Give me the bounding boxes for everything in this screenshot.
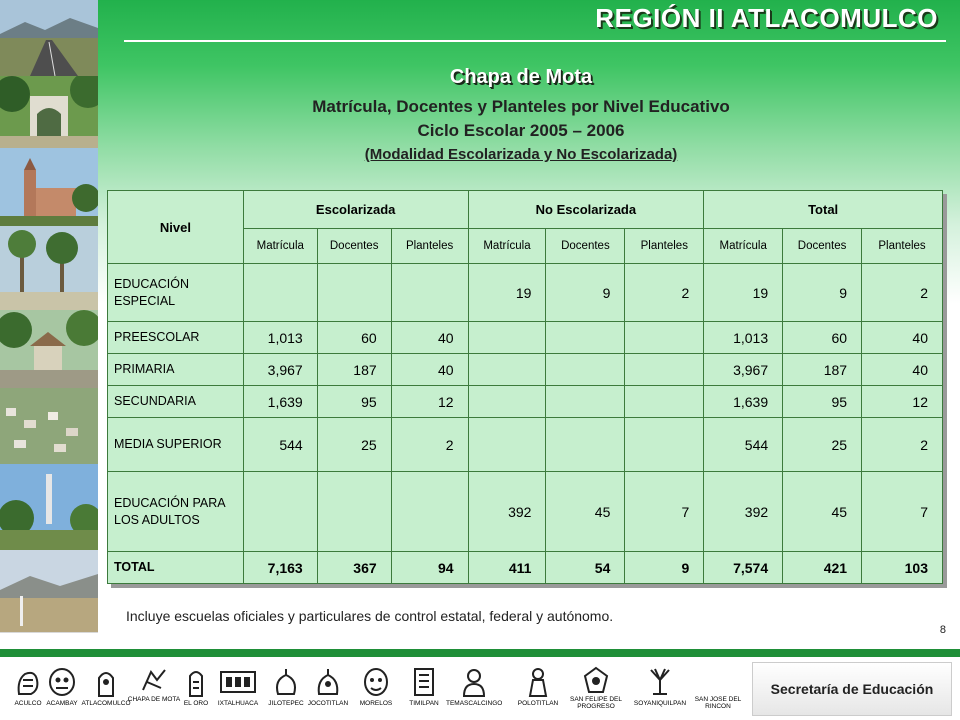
cell: 1,639	[704, 386, 783, 418]
municipality-emblem: ATLACOMULCO	[78, 666, 134, 707]
cell: 9	[546, 264, 625, 322]
municipality-emblem: TEMASCALCINGO	[446, 666, 502, 707]
cell: 9	[783, 264, 862, 322]
municipality-emblem: SAN JOSE DEL RINCON	[694, 696, 742, 710]
photo-road-landscape	[0, 0, 98, 77]
cell	[243, 264, 317, 322]
cell: 367	[317, 552, 391, 584]
cell: 1,639	[243, 386, 317, 418]
cell	[317, 264, 391, 322]
municipality-emblem: JILOTEPEC	[258, 666, 314, 707]
table-row	[108, 418, 943, 472]
cell: 421	[783, 552, 862, 584]
cell: 2	[862, 264, 943, 322]
photo-church	[0, 148, 98, 227]
cell	[468, 386, 546, 418]
cell: 544	[704, 418, 783, 472]
cell: 411	[468, 552, 546, 584]
cell: 187	[317, 354, 391, 386]
group-header-total: Total	[704, 191, 943, 229]
group-header-escolarizada: Escolarizada	[243, 191, 468, 229]
subheader-planteles: Planteles	[862, 229, 943, 264]
cell	[625, 322, 704, 354]
subheader-planteles: Planteles	[625, 229, 704, 264]
municipality-emblem: SOYANIQUILPAN	[632, 666, 688, 707]
row-label: MEDIA SUPERIOR	[108, 418, 244, 472]
cell: 392	[468, 472, 546, 552]
table-title: Matrícula, Docentes y Planteles por Nivel Educativo	[312, 97, 730, 116]
total-row	[108, 552, 943, 584]
cell: 19	[468, 264, 546, 322]
school-cycle: Ciclo Escolar 2005 – 2006	[417, 121, 625, 140]
subheader-docentes: Docentes	[317, 229, 391, 264]
footer-rule	[0, 649, 960, 657]
photo-stone-arch	[0, 76, 98, 149]
page-number: 8	[939, 624, 946, 636]
municipality-emblem: EL ORO	[168, 666, 224, 707]
cell: 187	[783, 354, 862, 386]
cell	[625, 386, 704, 418]
municipality-emblem: IXTALHUACA	[210, 666, 266, 707]
row-label: TOTAL	[108, 552, 244, 584]
cell	[546, 354, 625, 386]
municipality-emblem: SAN FELIPE DEL PROGRESO	[568, 666, 624, 710]
table-row	[108, 322, 943, 354]
cell	[317, 472, 391, 552]
municipality-emblem: ACULCO	[0, 666, 56, 707]
subheader-docentes: Docentes	[783, 229, 862, 264]
cell: 54	[546, 552, 625, 584]
cell: 95	[783, 386, 862, 418]
cell	[468, 322, 546, 354]
glyph-icon	[523, 666, 553, 698]
cell: 40	[862, 322, 943, 354]
cell: 103	[862, 552, 943, 584]
cell: 392	[704, 472, 783, 552]
subheader-matricula: Matrícula	[243, 229, 317, 264]
cell: 19	[704, 264, 783, 322]
cell: 25	[317, 418, 391, 472]
cell: 25	[783, 418, 862, 472]
group-header-row	[108, 191, 943, 229]
footer	[0, 660, 960, 720]
cell: 12	[862, 386, 943, 418]
cell: 94	[391, 552, 468, 584]
region-title: REGIÓN II ATLACOMULCO	[595, 3, 938, 33]
cell: 2	[862, 418, 943, 472]
photo-strip	[0, 0, 98, 632]
cell: 2	[391, 418, 468, 472]
glyph-icon	[47, 666, 77, 698]
cell	[625, 418, 704, 472]
municipality-emblem: JOCOTITLAN	[300, 666, 356, 707]
glyph-icon	[271, 666, 301, 698]
row-label: SECUNDARIA	[108, 386, 244, 418]
glyph-icon	[409, 666, 439, 698]
glyph-icon	[645, 666, 675, 698]
cell	[391, 264, 468, 322]
municipality-emblem: ACAMBAY	[34, 666, 90, 707]
municipality-title: Chapa de Mota	[449, 66, 593, 88]
municipality-emblem: CHAPA DE MOTA	[126, 666, 182, 703]
cell: 9	[625, 552, 704, 584]
subheader-planteles: Planteles	[391, 229, 468, 264]
glyph-icon	[361, 666, 391, 698]
glyph-icon	[581, 666, 611, 694]
row-label: EDUCACIÓN ESPECIAL	[108, 264, 244, 322]
glyph-icon	[313, 666, 343, 698]
cell	[243, 472, 317, 552]
row-label: PRIMARIA	[108, 354, 244, 386]
row-label: PREESCOLAR	[108, 322, 244, 354]
cell: 7	[862, 472, 943, 552]
photo-town-view	[0, 388, 98, 465]
education-table	[107, 190, 943, 584]
municipality-emblem: MORELOS	[348, 666, 404, 707]
subheader-matricula: Matrícula	[704, 229, 783, 264]
table-row	[108, 264, 943, 322]
cell	[391, 472, 468, 552]
table-row	[108, 472, 943, 552]
cell: 1,013	[704, 322, 783, 354]
cell: 7,574	[704, 552, 783, 584]
glyph-icon	[181, 666, 211, 698]
region-underline	[124, 40, 946, 42]
cell	[625, 354, 704, 386]
glyph-icon	[139, 666, 169, 694]
secretaria-label: Secretaría de Educación	[752, 662, 952, 716]
photo-monument	[0, 464, 98, 551]
municipality-emblem: POLOTITLAN	[510, 666, 566, 707]
cell: 3,967	[704, 354, 783, 386]
subheader-matricula: Matrícula	[468, 229, 546, 264]
photo-kiosk	[0, 310, 98, 389]
cell: 12	[391, 386, 468, 418]
table-row	[108, 386, 943, 418]
row-label: EDUCACIÓN PARA LOS ADULTOS	[108, 472, 244, 552]
cell: 7,163	[243, 552, 317, 584]
glyph-icon	[218, 666, 258, 698]
subheader-docentes: Docentes	[546, 229, 625, 264]
nivel-header: Nivel	[108, 191, 244, 264]
cell: 95	[317, 386, 391, 418]
cell: 1,013	[243, 322, 317, 354]
cell: 2	[625, 264, 704, 322]
group-header-no-escolarizada: No Escolarizada	[468, 191, 704, 229]
photo-plaza-trees	[0, 226, 98, 311]
table-row	[108, 354, 943, 386]
municipality-emblem: TIMILPAN	[396, 666, 452, 707]
modality-subtitle: (Modalidad Escolarizada y No Escolarizada)	[364, 146, 678, 163]
cell: 40	[391, 354, 468, 386]
cell: 40	[862, 354, 943, 386]
cell: 45	[783, 472, 862, 552]
cell	[546, 386, 625, 418]
cell	[468, 418, 546, 472]
cell: 60	[317, 322, 391, 354]
cell: 45	[546, 472, 625, 552]
photo-hills	[0, 550, 98, 633]
cell: 60	[783, 322, 862, 354]
glyph-icon	[459, 666, 489, 698]
cell	[546, 322, 625, 354]
cell: 40	[391, 322, 468, 354]
cell: 3,967	[243, 354, 317, 386]
footnote: Incluye escuelas oficiales y particulares de control estatal, federal y autónomo.	[126, 608, 614, 624]
cell: 544	[243, 418, 317, 472]
cell	[546, 418, 625, 472]
glyph-icon	[91, 666, 121, 698]
cell	[468, 354, 546, 386]
cell: 7	[625, 472, 704, 552]
